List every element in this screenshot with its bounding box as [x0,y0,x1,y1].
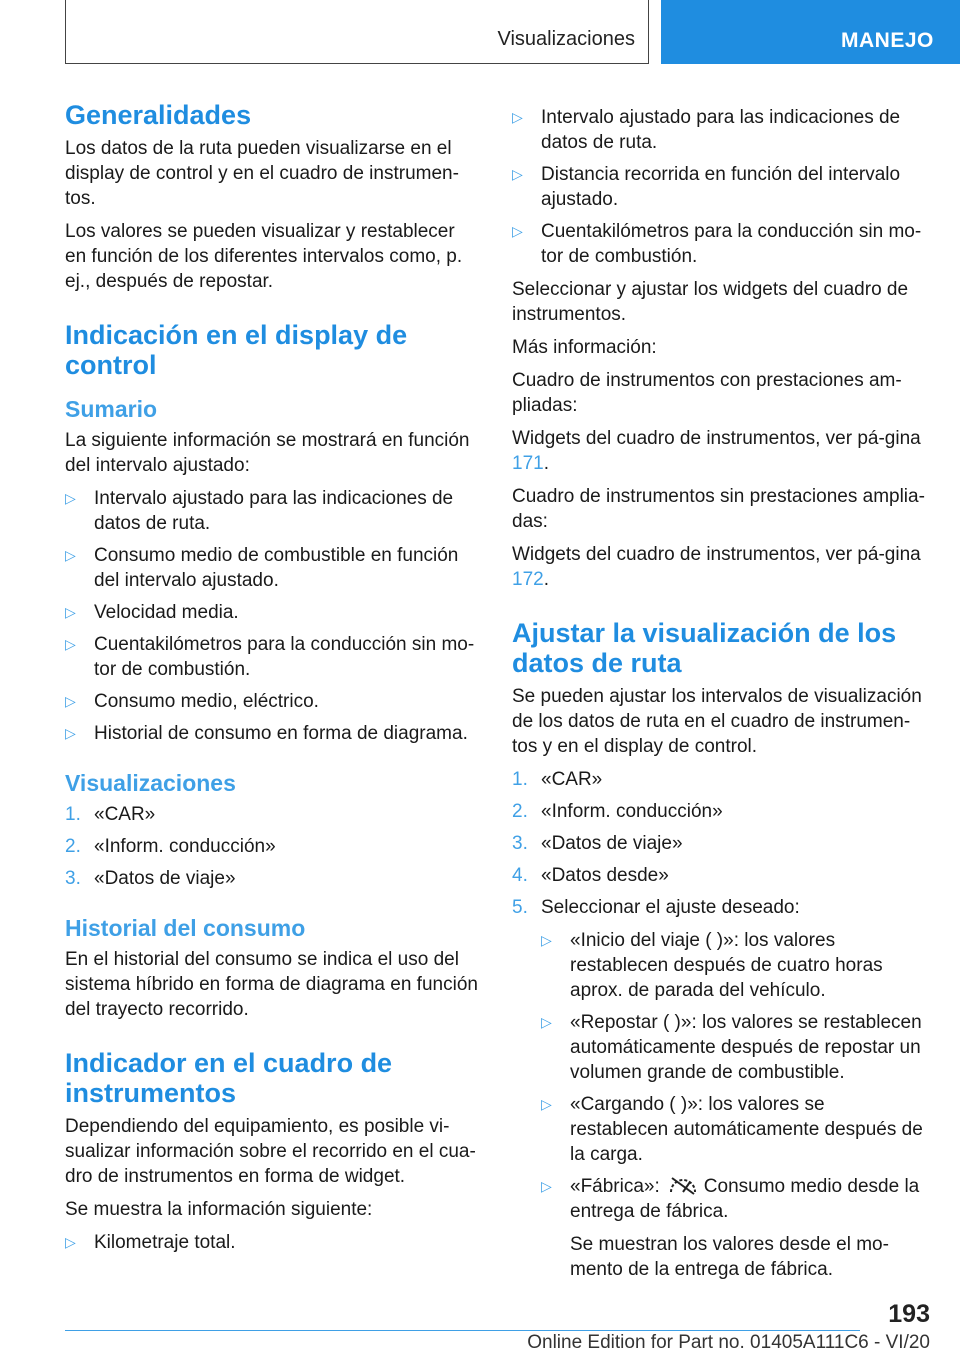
step-item: 1. «CAR» [65,804,156,825]
list-item: ▷ Intervalo ajustado para las indicaciones de datos de ruta. [512,107,901,153]
list-item: ▷ Consumo medio de combustible en función del intervalo ajustado. [65,545,459,591]
page-number: 193 [888,1300,930,1328]
page-link-172[interactable]: 172 [512,569,544,590]
triangle-right-icon: ▷ [541,932,552,948]
triangle-right-icon: ▷ [512,223,523,239]
widget-info-list [512,105,928,269]
paragraph: La siguiente información se mostrará en función del intervalo ajustado: [65,430,470,476]
paragraph: Seleccionar y ajustar los widgets del cuadro de instrumentos. [512,279,909,325]
step-item: 5. Seleccionar el ajuste deseado: ▷ «Inicio del viaje ( )»: los valores restablecen después de cuatro horas aprox. de parada del vehículo. ▷ «Repostar ( )»: los valores se restablecen automáticamente después de repostar un volumen grande de combustible. ▷ «Cargando ( )»: los valores se restablecen automáticamente después de la carga. ▷ «Fábrica»: Consumo medio desde la entrega de fábrica. Se muestran los valores desde el mo-mento de la entrega de fábrica. [512,895,928,1282]
visualizaciones-steps [65,802,478,891]
header-section-title: Visualizaciones [497,28,635,50]
paragraph: Widgets del cuadro de instrumentos, ver pá-gina 171. [512,428,921,474]
step-item: 3. «Datos de viaje» [65,868,236,889]
heading-indicacion: Indicación en el display de control [65,320,408,380]
triangle-right-icon: ▷ [512,109,523,125]
paragraph: Los datos de la ruta pueden visualizarse en el display de control y en el cuadro de instrumen-tos. [65,138,459,209]
consumption-gauge-icon [668,1174,698,1196]
list-item: ▷ «Repostar ( )»: los valores se restablecen automáticamente después de repostar un volumen grande de combustible. [541,1012,922,1083]
list-item: ▷ Cuentakilómetros para la conducción sin mo-tor de combustión. [512,221,922,267]
heading-historial: Historial del consumo [65,915,306,941]
paragraph: Cuadro de instrumentos con prestaciones am-pliadas: [512,370,902,416]
paragraph: Más información: [512,337,657,358]
step-item: 1. «CAR» [512,769,603,790]
list-item: ▷ Kilometraje total. [65,1232,236,1253]
paragraph: Dependiendo del equipamiento, es posible vi-sualizar información sobre el recorrido en el cua-dro de instrumentos en forma de widget. [65,1116,476,1187]
step-item: 3. «Datos de viaje» [512,833,683,854]
step-item: 2. «Inform. conducción» [65,836,276,857]
paragraph: En el historial del consumo se indica el uso del sistema híbrido en forma de diagrama en función del trayecto recorrido. [65,949,478,1020]
ajustar-steps [512,767,928,1282]
paragraph: Se muestran los valores desde el mo-mento de la entrega de fábrica. [570,1234,889,1280]
heading-generalidades: Generalidades [65,100,252,130]
triangle-right-icon: ▷ [65,693,76,709]
left-column [65,100,478,1263]
footer-edition: Online Edition for Part no. 01405A111C6 - VI/20 [527,1332,930,1353]
list-item: ▷ Historial de consumo en forma de diagrama. [65,723,468,744]
list-item: ▷ «Inicio del viaje ( )»: los valores restablecen después de cuatro horas aprox. de parada del vehículo. [541,930,883,1001]
header-chapter-tab[interactable]: MANEJO [661,0,960,64]
ajuste-options-list [541,928,928,1282]
heading-ajustar: Ajustar la visualización de los datos de ruta [512,618,897,678]
paragraph: Se muestra la información siguiente: [65,1199,373,1220]
list-item: ▷ «Cargando ( )»: los valores se restablecen automáticamente después de la carga. [541,1094,923,1165]
triangle-right-icon: ▷ [65,547,76,563]
footer-divider [65,1330,860,1331]
triangle-right-icon: ▷ [65,636,76,652]
step-item: 4. «Datos desde» [512,865,669,886]
triangle-right-icon: ▷ [541,1014,552,1030]
list-item: ▷ Intervalo ajustado para las indicaciones de datos de ruta. [65,488,454,534]
triangle-right-icon: ▷ [65,604,76,620]
heading-indicador: Indicador en el cuadro de instrumentos [65,1048,393,1108]
triangle-right-icon: ▷ [65,490,76,506]
paragraph: Cuadro de instrumentos sin prestaciones amplia-das: [512,486,925,532]
heading-visualizaciones: Visualizaciones [65,770,236,796]
triangle-right-icon: ▷ [65,1234,76,1250]
sumario-list [65,486,478,746]
triangle-right-icon: ▷ [512,166,523,182]
paragraph: Se pueden ajustar los intervalos de visualización de los datos de ruta en el cuadro de instrumen-tos y en el display de control. [512,686,922,757]
triangle-right-icon: ▷ [541,1178,552,1194]
triangle-right-icon: ▷ [65,725,76,741]
page-link-171[interactable]: 171 [512,453,544,474]
heading-sumario: Sumario [65,396,158,422]
right-column [512,105,928,1290]
paragraph: Los valores se pueden visualizar y restablecer en función de los diferentes intervalos como, p. ej., después de repostar. [65,221,463,292]
list-item: ▷ Cuentakilómetros para la conducción sin mo-tor de combustión. [65,634,475,680]
list-item: ▷ «Fábrica»: Consumo medio desde la entrega de fábrica. Se muestran los valores desde el mo-mento de la entrega de fábrica. [541,1174,928,1282]
list-item: ▷ Consumo medio, eléctrico. [65,691,319,712]
indicador-list [65,1230,478,1255]
step-item: 2. «Inform. conducción» [512,801,723,822]
paragraph: Widgets del cuadro de instrumentos, ver pá-gina 172. [512,544,921,590]
list-item: ▷ Distancia recorrida en función del intervalo ajustado. [512,164,901,210]
list-item: ▷ Velocidad media. [65,602,239,623]
triangle-right-icon: ▷ [541,1096,552,1112]
